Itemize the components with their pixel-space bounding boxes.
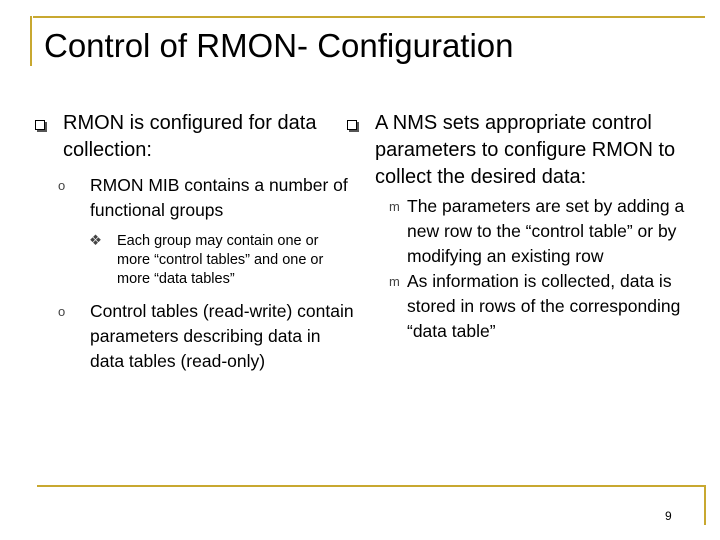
subbullet-data-stored [347, 269, 707, 344]
bullet-text: Each group may contain one or more “control tables” and one or more “data tables” [117, 233, 324, 287]
bullet-rmon-configured [35, 110, 355, 164]
bullet-nms-sets-parameters [347, 110, 707, 191]
m-bullet-icon: m [389, 274, 400, 289]
hollow-square-bullet-icon [347, 120, 357, 130]
bullet-text: Control tables (read-write) contain parameters describing data in data tables (read-only) [90, 301, 354, 371]
subbullet-control-tables [35, 299, 355, 374]
page-number: 9 [665, 509, 672, 523]
top-accent-rule [33, 16, 705, 18]
circle-bullet-icon: o [58, 304, 66, 319]
diamond-bullet-icon: ❖ [89, 233, 102, 249]
subbullet-functional-groups [35, 173, 355, 223]
left-column [35, 110, 355, 374]
bullet-text: RMON is configured for data collection: [63, 112, 317, 161]
circle-bullet-icon: o [58, 178, 66, 193]
bullet-text: The parameters are set by adding a new row to the “control table” or by modifying an existing row [407, 196, 685, 266]
slide-title: Control of RMON- Configuration [44, 27, 514, 64]
right-column [347, 110, 707, 344]
bullet-text: A NMS sets appropriate control parameters to configure RMON to collect the desired data: [375, 112, 676, 188]
right-accent-rule [704, 485, 706, 525]
subbullet-parameters-set [347, 194, 707, 269]
bullet-text: As information is collected, data is stored in rows of the corresponding “data table” [407, 271, 681, 341]
m-bullet-icon: m [389, 199, 400, 214]
bottom-accent-rule [37, 485, 705, 487]
bullet-text: RMON MIB contains a number of functional groups [90, 175, 348, 220]
subsubbullet-control-data-tables [35, 232, 355, 289]
hollow-square-bullet-icon [35, 120, 45, 130]
left-accent-rule [30, 16, 32, 66]
